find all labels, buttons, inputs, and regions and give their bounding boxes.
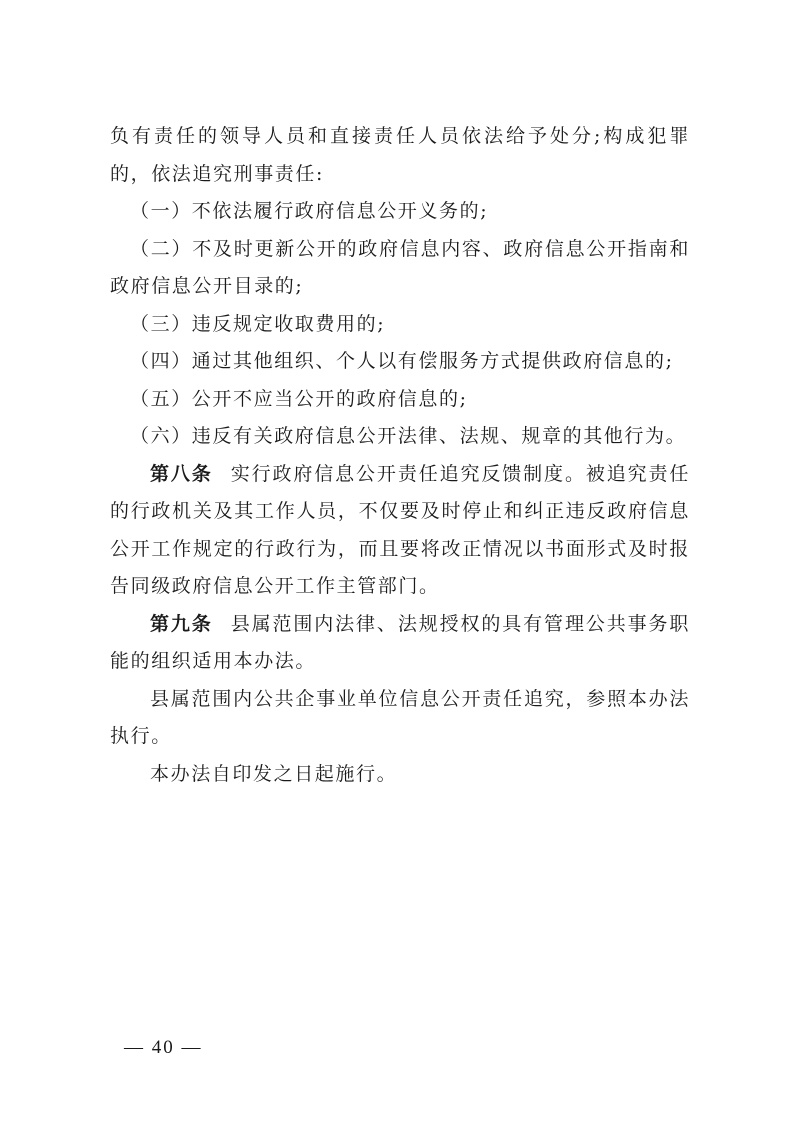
article-9-label: 第九条 — [150, 612, 213, 635]
list-item-1: （一）不依法履行政府信息公开义务的; — [130, 200, 489, 222]
article-8 — [110, 456, 690, 606]
paragraph-effective-date: 本办法自印发之日起施行。 — [150, 762, 398, 785]
list-item-4: （四）通过其他组织、个人以有偿服务方式提供政府信息的; — [130, 350, 674, 372]
article-8-label: 第八条 — [150, 462, 213, 485]
article-9-text: 县属范围内法律、法规授权的具有管理公共事务职能的组织适用本办法。 — [110, 612, 690, 672]
list-item-3: （三）违反规定收取费用的; — [130, 312, 386, 335]
paragraph-enterprises: 县属范围内公共企事业单位信息公开责任追究，参照本办法执行。 — [110, 687, 690, 747]
article-9 — [110, 606, 690, 681]
list-item-6: （六）违反有关政府信息公开法律、法规、规章的其他行为。 — [130, 425, 687, 447]
list-item-5: （五）公开不应当公开的政府信息的; — [130, 387, 468, 410]
document-body — [110, 118, 690, 793]
page-number: — 40 — — [124, 1037, 203, 1058]
article-8-text: 实行政府信息公开责任追究反馈制度。被追究责任的行政机关及其工作人员，不仅要及时停止和纠正违反政府信息公开工作规定的行政行为，而且要将改正情况以书面形式及时报告同级政府信息公开工作主管部门。 — [110, 462, 690, 597]
list-item-2: （二）不及时更新公开的政府信息内容、政府信息公开指南和政府信息公开目录的; — [110, 237, 690, 297]
continuation-paragraph: 负有责任的领导人员和直接责任人员依法给予处分;构成犯罪的，依法追究刑事责任: — [110, 125, 690, 185]
